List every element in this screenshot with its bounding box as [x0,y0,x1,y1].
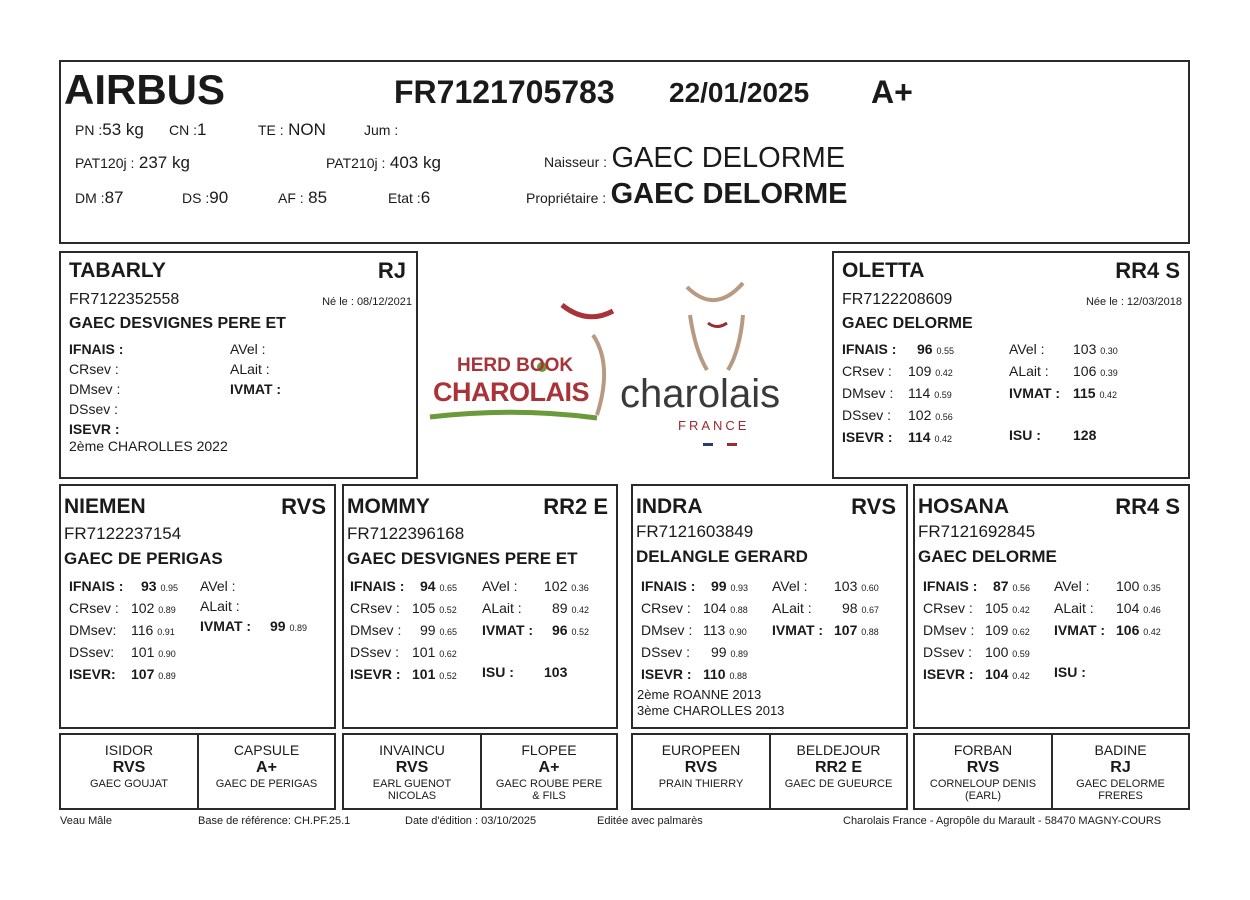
herdbook-main-text: CHAROLAIS [433,377,589,407]
ggp-card [199,735,334,808]
sire-avel-label: AVel : [230,341,266,357]
dam-crsev: CRsev : 109 0.42 [842,363,953,379]
ggp-qualification: RVS [112,759,146,776]
gp3-ifnais: IFNAIS : 99 0.93 [641,578,748,594]
gp4-indexes-right [1054,576,1161,682]
animal-id: FR7121705783 [394,74,615,110]
dam-indexes-right [1009,339,1118,445]
gp3-crsev: CRsev : 104 0.88 [641,600,748,616]
ggp-name: EUROPEEN [661,742,741,758]
gp3-palmares [637,687,784,719]
ggp-qualification: RJ [1110,759,1131,776]
ggp-card [771,735,906,808]
ggp-name: BELDEJOUR [796,742,881,758]
cn-field: CN :1 [169,120,207,139]
ggp-card [482,735,616,808]
dam-dssev: DSsev : 102 0.56 [842,407,953,423]
gp2-dmsev: DMsev : 99 0.65 [350,622,457,638]
gp2-indexes-left [350,576,457,686]
gp4-qualification: RR4 S [1115,494,1180,519]
gp4-isu: ISU : [1054,664,1086,680]
animal-header [59,60,1190,244]
gp2-qualification: RR2 E [543,494,608,519]
gp1-qualification: RVS [281,494,326,519]
gp4-name: HOSANA [918,495,1010,518]
dam-ivmat: IVMAT : 115 0.42 [1009,385,1118,401]
footer-edition-date: Date d'édition : 03/10/2025 [405,815,537,827]
sire-dmsev-label: DMsev : [69,381,121,397]
sire-name: TABARLY [69,259,166,282]
footer-base: Base de référence: CH.PF.25.1 [198,815,351,827]
gp2-owner: GAEC DESVIGNES PERE ET [347,549,578,568]
ggp-name: FLOPEE [521,742,577,758]
gp3-palmares-1: 2ème ROANNE 2013 [637,687,762,702]
ggp-owner: EARL GUENOT [372,778,452,790]
logos-area [425,275,825,455]
gp3-avel: AVel : 103 0.60 [772,578,879,594]
dam-name: OLETTA [842,259,925,282]
gp1-alait-label: ALait : [200,598,240,614]
pat210-field: PAT210j : 403 kg [326,153,441,172]
gp3-qualification: RVS [851,494,896,519]
grandparent-card-indra [631,484,908,729]
ggp-owner-line2: FRERES [1098,790,1143,802]
sire-ifnais-label: IFNAIS : [69,341,124,357]
dam-qualification: RR4 S [1115,258,1180,283]
gp4-avel: AVel : 100 0.35 [1054,578,1161,594]
grandparent-card-niemen [59,484,336,729]
gp4-dmsev: DMsev : 109 0.62 [923,622,1030,638]
ggp-owner-line2: NICOLAS [387,790,437,802]
af-field: AF : 85 [278,188,328,207]
gp3-ivmat: IVMAT : 107 0.88 [772,622,879,638]
dam-alait: ALait : 106 0.39 [1009,363,1118,379]
ggp-qualification: RVS [684,759,718,776]
gp2-ivmat: IVMAT : 96 0.52 [482,622,589,638]
gp1-crsev: CRsev : 102 0.89 [69,600,176,616]
gp4-indexes-left [923,576,1030,686]
gp2-isevr: ISEVR : 101 0.52 [350,666,457,682]
gp4-id: FR7121692845 [918,522,1036,541]
dm-field: DM :87 [75,188,124,207]
grandparent-card-hosana [913,484,1190,729]
gp4-alait: ALait : 104 0.46 [1054,600,1161,616]
ggp-qualification: A+ [538,759,560,776]
gp2-ifnais: IFNAIS : 94 0.65 [350,578,457,594]
sire-indexes-right [230,339,281,399]
ggp-owner: GAEC DE PERIGAS [215,778,318,790]
gp1-dmsev: DMsev: 116 0.91 [69,622,175,638]
gp1-ivmat: IVMAT : 99 0.89 [200,618,307,634]
gp1-indexes-right [200,576,307,638]
dam-birth: Née le : 12/03/2018 [1085,296,1182,308]
gp3-name: INDRA [636,495,703,518]
ggp-card [633,735,771,808]
animal-name: AIRBUS [64,66,226,113]
sire-alait-label: ALait : [230,361,270,377]
sire-card [59,251,418,479]
ggp-owner: GAEC ROUBE PERE [495,778,603,790]
ggp-qualification: RVS [395,759,429,776]
sire-indexes-left [69,339,123,439]
sire-birth: Né le : 08/12/2021 [322,296,412,308]
gp1-indexes-left [69,576,178,686]
ggp-card [1053,735,1188,808]
dam-isu: ISU : 128 [1009,427,1097,443]
france-wordmark: FRANCE [678,418,750,433]
ggp-name: FORBAN [953,742,1013,758]
gp1-ifnais: IFNAIS : 93 0.95 [69,578,178,594]
gp3-indexes-left [641,576,748,686]
ggp-card [61,735,199,808]
gp3-palmares-2: 3ème CHAROLLES 2013 [637,703,785,718]
sire-dssev-label: DSsev : [69,401,119,417]
ggp-owner: GAEC GOUJAT [89,778,169,790]
gp2-alait: ALait : 89 0.42 [482,600,589,616]
gp3-owner: DELANGLE GERARD [636,547,808,566]
gp3-isevr: ISEVR : 110 0.88 [641,666,748,682]
gp4-isevr: ISEVR : 104 0.42 [923,666,1030,682]
gp1-owner: GAEC DE PERIGAS [64,549,223,568]
gp1-id: FR7122237154 [64,524,182,543]
sire-isevr-label: ISEVR : [69,421,120,437]
gp2-id: FR7122396168 [347,524,465,543]
gp4-dssev: DSsev : 100 0.59 [923,644,1030,660]
gp3-id: FR7121603849 [636,522,754,541]
ggp-qualification: RR2 E [814,759,863,776]
dam-ifnais: IFNAIS : 96 0.55 [842,341,954,357]
pn-field: PN :53 kg [75,120,144,139]
ggp-owner: CORNELOUP DENIS [929,778,1037,790]
gp2-isu: ISU : 103 [482,664,568,680]
ggp-owner: GAEC DE GUEURCE [784,778,893,790]
gp4-owner: GAEC DELORME [918,547,1057,566]
ds-field: DS :90 [182,188,229,207]
dam-indexes-left [842,339,954,449]
dam-dmsev: DMsev : 114 0.59 [842,385,952,401]
pat120-field: PAT120j : 237 kg [75,153,190,172]
sire-qualification: RJ [377,258,406,283]
etat-field: Etat :6 [388,188,431,207]
gp1-dssev: DSsev: 101 0.90 [69,644,176,660]
footer-palmares: Editée avec palmarès [597,815,703,827]
gp2-crsev: CRsev : 105 0.52 [350,600,457,616]
te-field: TE : NON [258,120,326,139]
gp3-dmsev: DMsev : 113 0.90 [641,622,747,638]
gp2-avel: AVel : 102 0.36 [482,578,589,594]
ggp-group-3 [631,733,908,810]
ggp-name: BADINE [1094,742,1147,758]
ggp-name: CAPSULE [233,742,300,758]
dam-card [832,251,1190,479]
gp2-name: MOMMY [347,495,430,518]
ggp-owner-line2: (EARL) [964,790,1002,802]
gp4-ivmat: IVMAT : 106 0.42 [1054,622,1161,638]
ggp-card [915,735,1053,808]
sire-crsev-label: CRsev : [69,361,119,377]
sire-ivmat-label: IVMAT : [230,381,282,397]
animal-date: 22/01/2025 [669,77,810,108]
gp4-ifnais: IFNAIS : 87 0.56 [923,578,1030,594]
grandparent-card-mommy [342,484,618,729]
gp2-dssev: DSsev : 101 0.62 [350,644,457,660]
dam-avel: AVel : 103 0.30 [1009,341,1118,357]
naisseur-field: Naisseur : GAEC DELORME [544,142,846,174]
ggp-card [344,735,482,808]
ggp-qualification: RVS [966,759,1000,776]
ggp-owner: GAEC DELORME [1076,778,1165,790]
ggp-group-4 [913,733,1190,810]
jum-field: Jum : [364,122,399,138]
ggp-name: ISIDOR [104,742,154,758]
gp2-indexes-right [482,576,589,682]
dam-id: FR7122208609 [842,291,953,308]
footer-sex: Veau Mâle [60,815,112,827]
ggp-group-2 [342,733,618,810]
gp1-name: NIEMEN [64,495,146,518]
gp1-isevr: ISEVR: 107 0.89 [69,666,176,682]
herdbook-top-text: HERD BOOK [457,355,574,376]
gp4-crsev: CRsev : 105 0.42 [923,600,1030,616]
gp3-indexes-right [772,576,879,642]
gp3-dssev: DSsev : 99 0.89 [641,644,748,660]
ggp-qualification: A+ [256,759,277,776]
animal-grade: A+ [871,74,913,110]
ggp-owner: PRAIN THIERRY [658,778,744,790]
gp3-alait: ALait : 98 0.67 [772,600,879,616]
proprietaire-field: Propriétaire : GAEC DELORME [526,178,848,210]
gp1-avel-label: AVel : [200,578,236,594]
ggp-owner-line2: & FILS [532,790,566,802]
dam-owner: GAEC DELORME [842,315,973,332]
sire-palmares: 2ème CHAROLLES 2022 [69,438,228,454]
sire-owner: GAEC DESVIGNES PERE ET [69,315,286,332]
charolais-wordmark: charolais [620,372,781,416]
footer-organisation: Charolais France - Agropôle du Marault - 58470 MAGNY-COURS [843,815,1162,827]
ggp-name: INVAINCU [379,742,445,758]
ggp-group-1 [59,733,336,810]
sire-id: FR7122352558 [69,291,180,308]
dam-isevr: ISEVR : 114 0.42 [842,429,953,445]
